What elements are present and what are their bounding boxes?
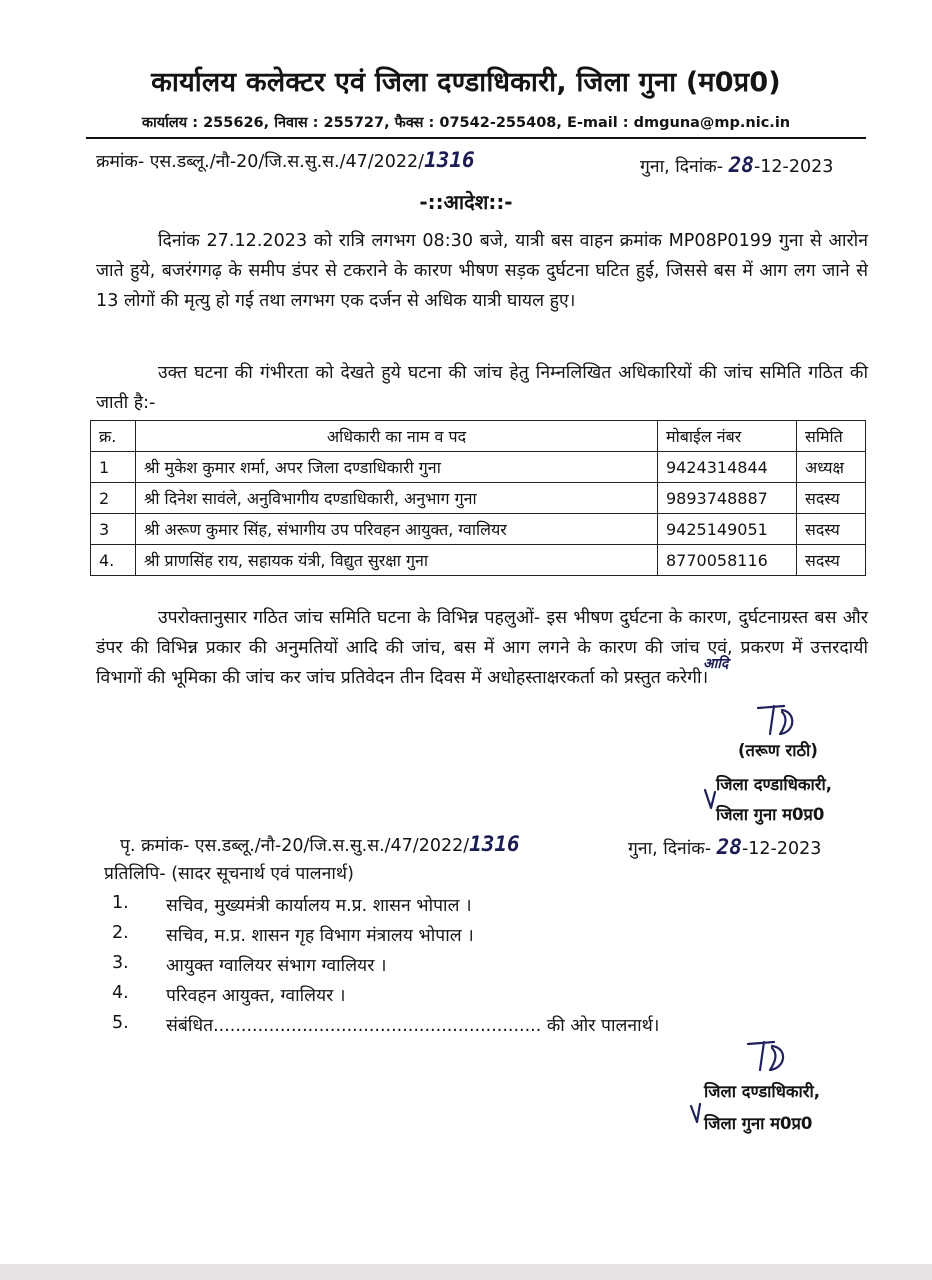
row-officer-name: श्री प्राणसिंह राय, सहायक यंत्री, विद्युत सुरक्षा गुना: [136, 545, 658, 576]
table-row: [91, 483, 866, 514]
copy-item-number: 5.: [112, 1013, 129, 1033]
copy-item-number: 1.: [112, 893, 129, 913]
row-officer-name: श्री दिनेश सावंले, अनुविभागीय दण्डाधिकारी, अनुभाग गुना: [136, 483, 658, 514]
handwritten-insert: आदि: [703, 656, 729, 672]
signature-mark: [752, 700, 802, 740]
table-row: [91, 545, 866, 576]
row-officer-name: श्री अरूण कुमार सिंह, संभागीय उप परिवहन आयुक्त, ग्वालियर: [136, 514, 658, 545]
paragraph-committee-intro: उक्त घटना की गंभीरता को देखते हुये घटना की जांच हेतु निम्नलिखित अधिकारियों की जांच समिति गठित की जाती है:-: [96, 363, 868, 413]
table-header-row: [91, 421, 866, 452]
initial-tick: [688, 1100, 704, 1126]
committee-table: [90, 420, 866, 576]
signatory-district: जिला गुना म0प्र0: [716, 805, 825, 824]
contact-office-label: कार्यालय :: [141, 115, 199, 131]
signature-mark: [742, 1036, 794, 1076]
row-role: सदस्य: [797, 483, 866, 514]
order-heading: -::आदेश::-: [419, 190, 513, 214]
row-mobile: 9425149051: [658, 514, 797, 545]
header-divider: [86, 137, 866, 139]
copy-date-handwritten: 28: [716, 835, 742, 859]
row-sno: 2: [91, 483, 136, 514]
row-sno: 3: [91, 514, 136, 545]
copy-item-text: सचिव, म.प्र. शासन गृह विभाग मंत्रालय भोपाल ।: [166, 926, 474, 946]
row-sno: 4.: [91, 545, 136, 576]
header-mobile: मोबाईल नंबर: [658, 421, 797, 452]
contact-residence-number: 255727,: [323, 115, 390, 131]
table-row: [91, 452, 866, 483]
copy-reference-prefix: पृ. क्रमांक- एस.डब्लू./नौ-20/जि.स.सु.स./47/2022/: [120, 836, 470, 856]
contact-email-label: E-mail :: [566, 115, 629, 131]
contact-office-number: 255626,: [203, 115, 270, 131]
initial-tick: [702, 786, 718, 812]
contact-residence-label: निवास :: [274, 115, 319, 131]
order-number-prefix: क्रमांक- एस.डब्लू./नौ-20/जि.स.सु.स./47/2022/: [96, 152, 425, 172]
signatory-name: (तरूण राठी): [738, 741, 818, 760]
row-role: अध्यक्ष: [797, 452, 866, 483]
row-mobile: 9424314844: [658, 452, 797, 483]
copy-item-number: 3.: [112, 953, 129, 973]
page-edge: [0, 1264, 932, 1280]
copy-item-number: 4.: [112, 983, 129, 1003]
order-date: [640, 153, 833, 178]
contact-email: dmguna@mp.nic.in: [633, 115, 791, 131]
contact-fax-label: फैक्स :: [394, 115, 435, 131]
header-role: समिति: [797, 421, 866, 452]
copy-item-text: आयुक्त ग्वालियर संभाग ग्वालियर ।: [166, 956, 387, 976]
contact-line: [0, 112, 932, 132]
order-date-prefix: गुना, दिनांक-: [640, 157, 724, 177]
copy-reference: [120, 832, 520, 857]
paragraph-committee-mandate: उपरोक्तानुसार गठित जांच समिति घटना के विभिन्न पहलुओं- इस भीषण दुर्घटना के कारण, दुर्घटनाग्रस्त बस और डंपर की विभिन्न प्रकार की अनुमतियों आदि की जांच, बस में आग लगने के कारण की जांच एवं, प्रकरण में उत्तरदायी विभागों की भूमिका की जांच कर जांच प्रतिवेदन तीन दिवस में अधोहस्ताक्षरकर्ता को प्रस्तुत करेगी।: [96, 608, 868, 688]
order-date-handwritten: 28: [728, 153, 754, 177]
header-officer-name: अधिकारी का नाम व पद: [136, 421, 658, 452]
copy-item-number: 2.: [112, 923, 129, 943]
bottom-signatory-designation: जिला दण्डाधिकारी,: [704, 1082, 821, 1101]
copy-item-text: सचिव, मुख्यमंत्री कार्यालय म.प्र. शासन भोपाल ।: [166, 896, 472, 916]
copy-item-text: परिवहन आयुक्त, ग्वालियर ।: [166, 986, 346, 1006]
copy-date-prefix: गुना, दिनांक-: [628, 839, 712, 859]
bottom-signatory-district: जिला गुना म0प्र0: [704, 1114, 813, 1133]
row-officer-name: श्री मुकेश कुमार शर्मा, अपर जिला दण्डाधिकारी गुना: [136, 452, 658, 483]
copy-heading: प्रतिलिपि- (सादर सूचनार्थ एवं पालनार्थ): [104, 864, 354, 884]
table-row: [91, 514, 866, 545]
signatory-designation: जिला दण्डाधिकारी,: [716, 775, 833, 794]
paragraph-incident: दिनांक 27.12.2023 को रात्रि लगभग 08:30 बजे, यात्री बस वाहन क्रमांक MP08P0199 गुना से आरोन जाते हुये, बजरंगगढ़ के समीप डंपर से टकराने के कारण भीषण सड़क दुर्घटना घटित हुई, जिससे बस में आग लग जाने से 13 लोगों की मृत्यु हो गई तथा लगभग एक दर्जन से अधिक यात्री घायल हुए।: [96, 231, 868, 311]
office-title: कार्यालय कलेक्टर एवं जिला दण्डाधिकारी, जिला गुना (म0प्र0): [151, 67, 781, 98]
order-date-suffix: -12-2023: [753, 157, 834, 177]
row-mobile: 8770058116: [658, 545, 797, 576]
row-mobile: 9893748887: [658, 483, 797, 514]
copy-item-text: संबंधित........................................................... की ओर पालनार्थ।: [166, 1016, 660, 1036]
order-reference: [96, 148, 475, 173]
row-role: सदस्य: [797, 514, 866, 545]
row-role: सदस्य: [797, 545, 866, 576]
copy-date: [628, 835, 821, 860]
contact-fax-number: 07542-255408,: [439, 115, 562, 131]
row-sno: 1: [91, 452, 136, 483]
copy-reference-handwritten: 1316: [469, 832, 520, 856]
header-sno: क्र.: [91, 421, 136, 452]
order-number-handwritten: 1316: [424, 148, 475, 172]
copy-date-suffix: -12-2023: [741, 839, 822, 859]
